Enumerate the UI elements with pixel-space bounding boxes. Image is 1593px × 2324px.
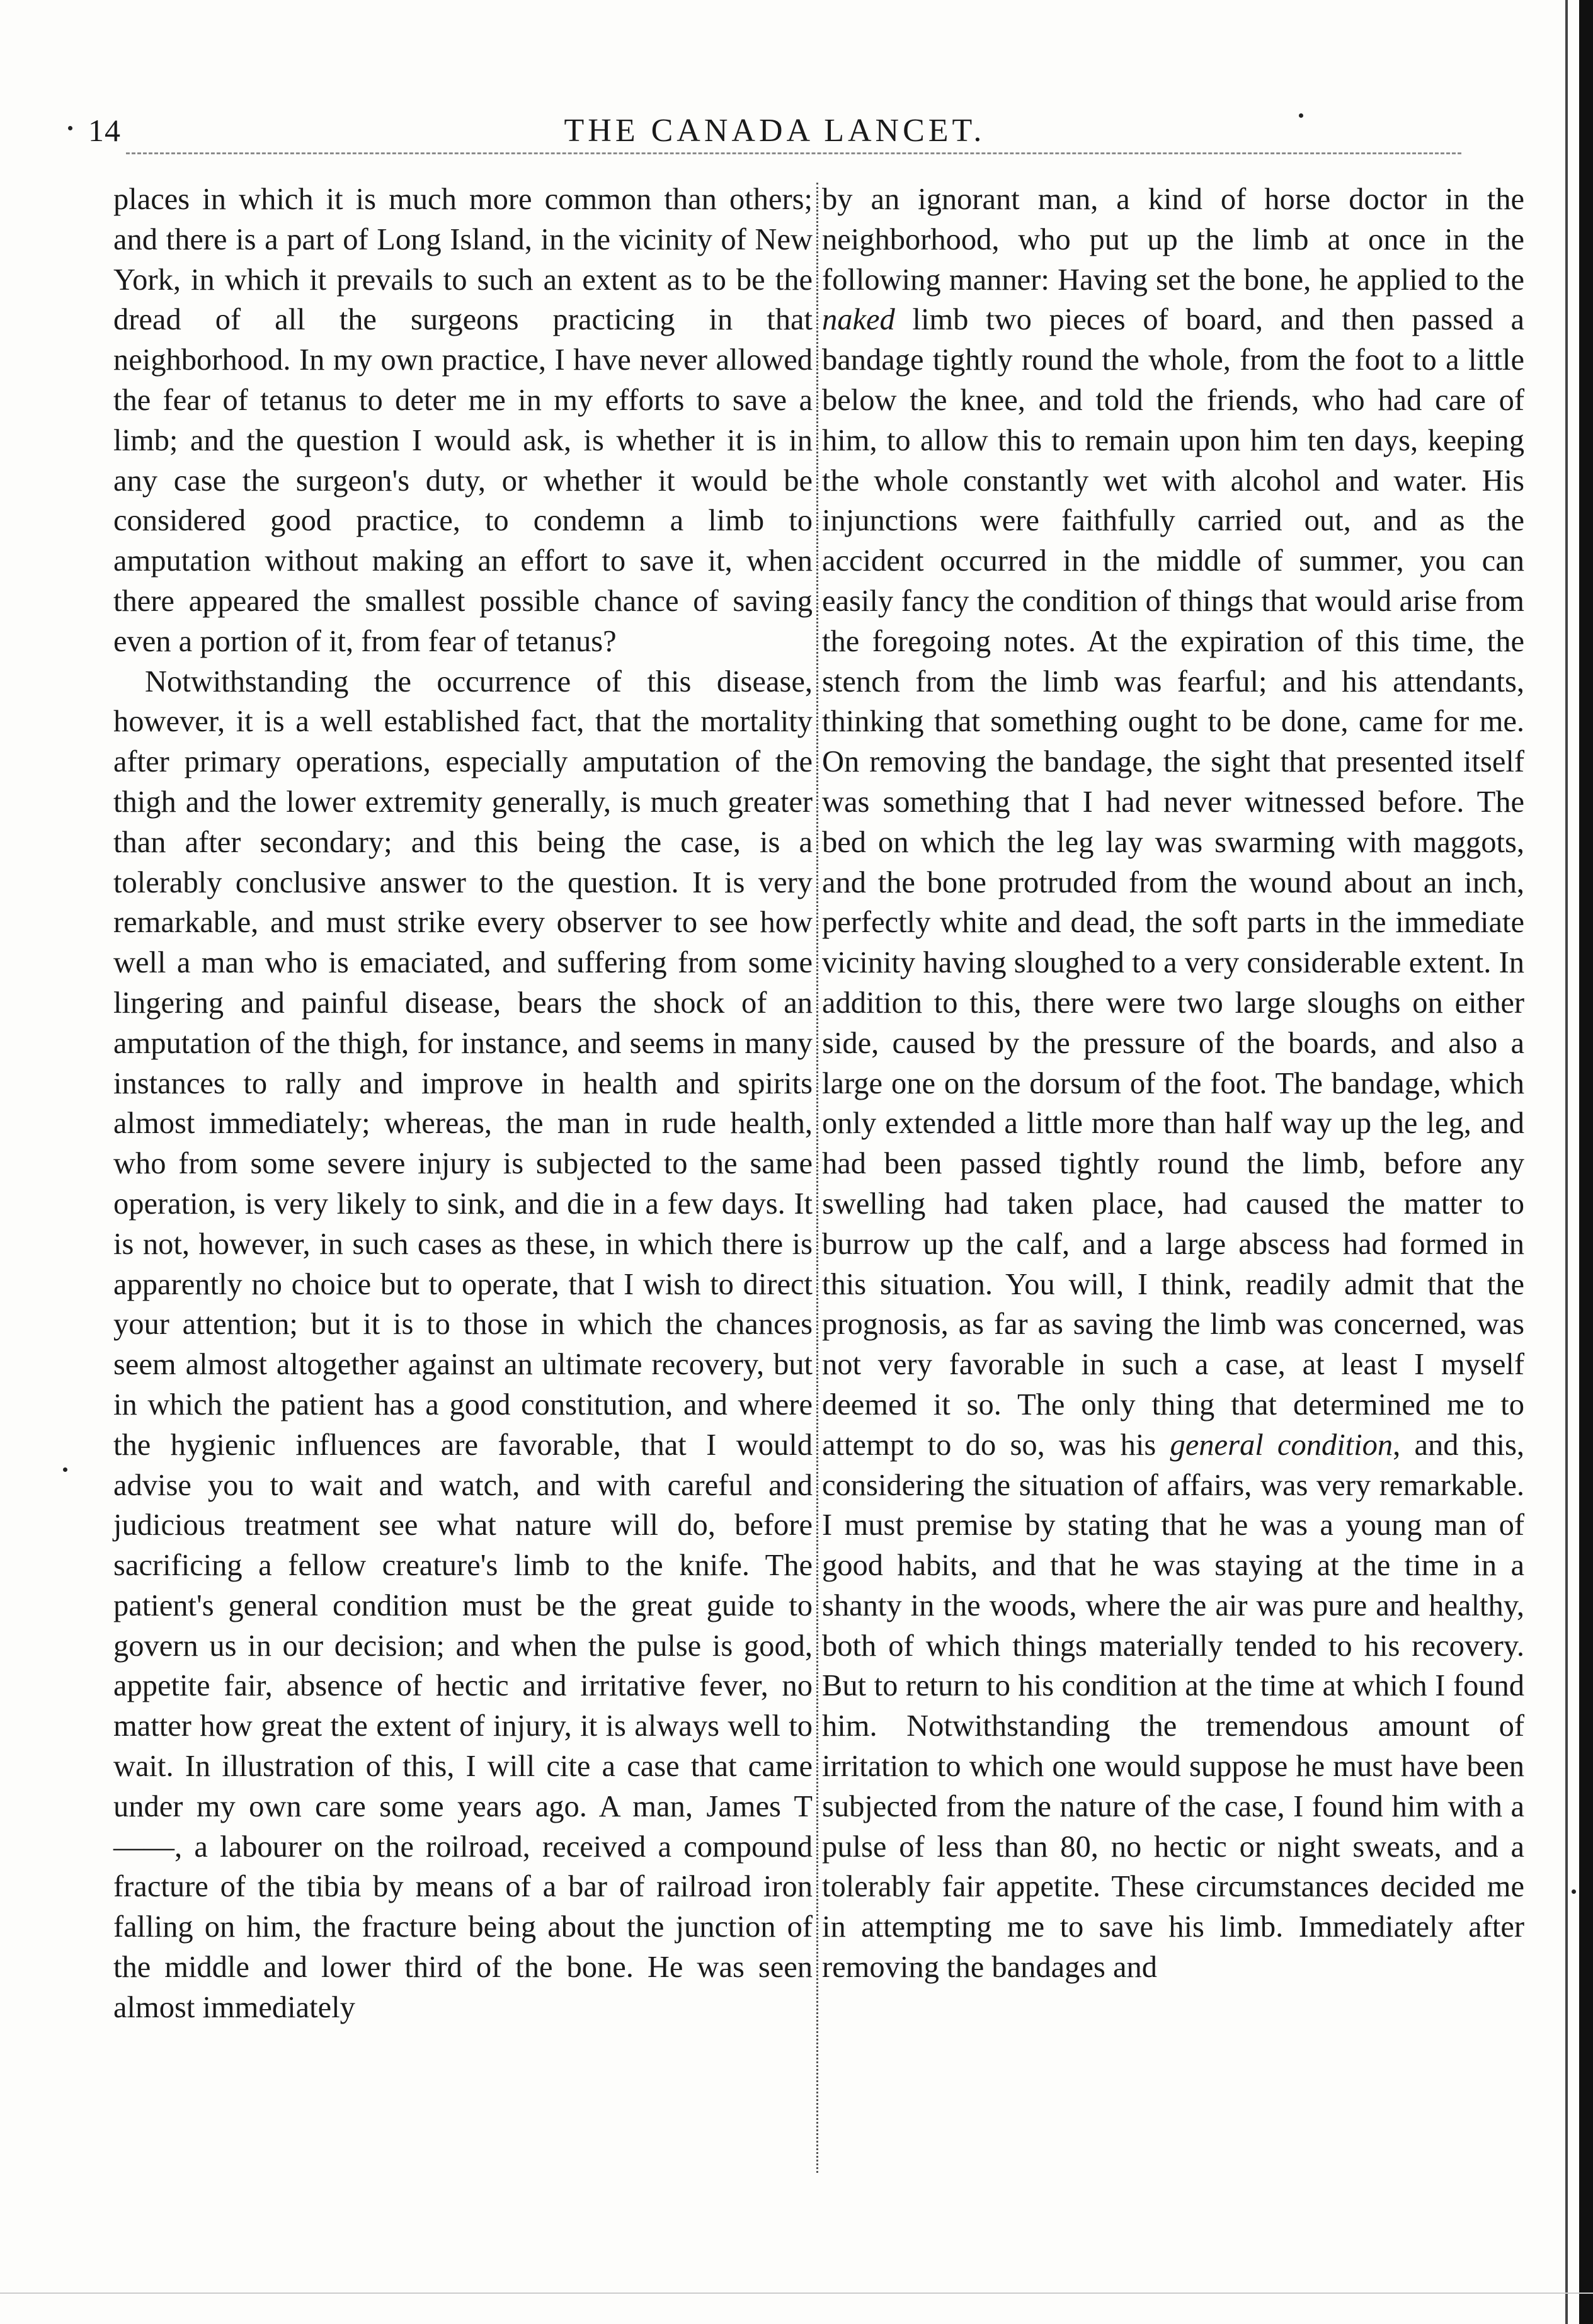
ink-speck [63,1467,67,1472]
ink-speck [1572,1889,1576,1894]
page-edge-shadow [1579,0,1593,2324]
text-segment: limb two pieces of board, and then passed a bandage tightly round the whole, from the foot to a little below the knee, and told the friends, who had care of him, to allow this to remain upon him ten days, keeping the whole constantly wet with alcohol and water. His injunctions were faithfully carried out, and as the accident occurred in the middle of summer, you can easily fancy the condition of things that would arise from the foregoing notes. At the expiration of this time, the stench from the limb was fearful; and his attendants, thinking that something ought to be done, came for me. On removing the bandage, the sight that presented itself was something that I had never witnessed before. The bed on which the leg lay was swarming with maggots, and the bone protruded from the wound about an inch, perfectly white and dead, the soft parts in the immediate vicinity having sloughed to a very considerable extent. In addition to this, there were two large sloughs on either side, caused by the pressure of the boards, and also a large one on the dorsum of the foot. The bandage, which only extended a little more than half way up the leg, and had been passed tightly round the limb, before any swelling had taken place, had caused the matter to burrow up the calf, and a large abscess had formed in this situation. You will, I think, readily admit that the prognosis, as far as saving the limb was concerned, was not very favorable in such a case, at least I myself deemed it so. The only thing that determined me to attempt to do so, was his [822,303,1524,1462]
ink-speck [1299,113,1303,118]
running-title: THE CANADA LANCET. [564,113,986,149]
page-header [88,112,1461,162]
left-paragraph-1: places in which it is much more common than others; and there is a part of Long Island, in the vicinity of New York, in which it prevails to such an extent as to be the dread of all the surgeons practicing in that neighborhood. In my own practice, I have never allowed the fear of tetanus to deter me in my efforts to save a limb; and the question I would ask, is whether it is in any case the surgeon's duty, or whether it would be considered good practice, to condemn a limb to amputation without making an effort to save it, when there appeared the smallest possible chance of saving even a portion of it, from fear of tetanus? [113,183,813,658]
right-paragraph-1 [822,179,1524,1988]
ink-speck [68,126,72,130]
left-paragraph-2: Notwithstanding the occurrence of this disease, however, it is a well established fact, that the mortality after primary operations, especially amputation of the thigh and the lower extremity generally, is much greater than after secondary; and this being the case, is a tolerably conclusive answer to the question. It is very remarkable, and must strike every observer to see how well a man who is emaciated, and suffering from some lingering and painful disease, bears the shock of an amputation of the thigh, for instance, and seems in many instances to rally and improve in health and spirits almost immediately; whereas, the man in rude health, who from some severe injury is subjected to the same operation, is very likely to sink, and die in a few days. It is not, however, in such cases as these, in which there is apparently no choice but to operate, that I wish to direct your attention; but it is to those in which the chances seem almost altogether against an ultimate recovery, but in which the patient has a good constitution, and where the hygienic influences are favorable, that I would advise you to wait and watch, and with careful and judicious treatment see what nature will do, before sacrificing a fellow creature's limb to the knife. The patient's general condition must be the great guide to govern us in our decision; and when the pulse is good, appetite fair, absence of hectic and irritative fever, no matter how great the extent of injury, it is always well to wait. In illustration of this, I will cite a case that came under my own care some years ago. A man, James T——, a labourer on the roilroad, received a compound fracture of the tibia by means of a bar of railroad iron falling on him, the fracture being about the junction of the middle and lower third of the bone. He was seen almost immediately [113,664,813,2024]
text-segment: by an ignorant man, a kind of horse doctor in the neighborhood, who put up the limb at once in the following manner: Having set the bone, he applied to the [822,183,1524,297]
italic-segment-general-condition: general condition [1170,1428,1393,1462]
right-column [822,179,1524,1988]
text-segment: , and this, considering the situation of affairs, was very remarkable. I must premise by stating that he was a young man of good habits, and that he was staying at the time in a shanty in the woods, where the air was pure and healthy, both of which things materially tended to his recovery. But to return to his condition at the time at which I found him. Notwithstanding the tremendous amount of irritation to which one would suppose he must have been subjected from the nature of the case, I found him with a pulse of less than 80, no hectic or night sweats, and a tolerably fair appetite. These circumstances decided me in attempting me to save his limb. Immediately after removing the bandages and [822,1428,1525,1985]
column-divider [816,183,818,2173]
page-number: 14 [88,113,121,148]
header-rule [126,152,1461,154]
left-column [113,179,813,2028]
page-edge-line [1565,0,1568,2324]
page-bottom-edge [0,2293,1593,2294]
italic-segment-naked: naked [822,303,895,337]
